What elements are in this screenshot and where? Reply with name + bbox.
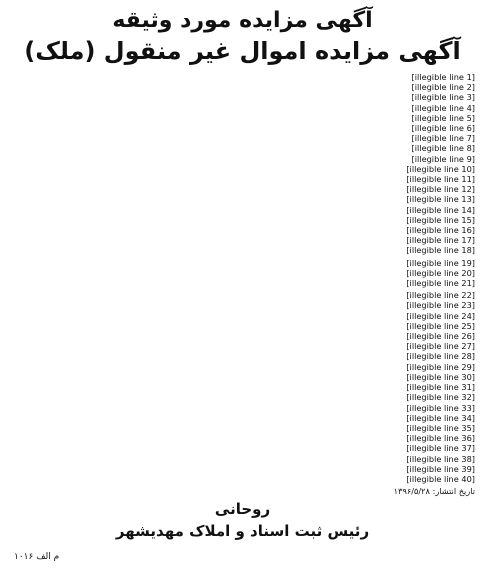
body-line: [illegible line 27] [406,341,475,352]
body-line: [illegible line 16] [406,225,475,236]
body-line: [illegible line 34] [406,412,475,423]
body-line: [illegible line 1] [411,72,475,82]
ad-number: م الف ۱۰۱۶ [14,552,60,562]
body-line: [illegible line 37] [406,443,475,454]
body-line: [illegible line 31] [406,382,475,393]
body-line: [illegible line 25] [406,320,475,331]
body-line: [illegible line 12] [406,184,475,195]
body-line: [illegible line 10] [406,163,475,174]
body-line: [illegible line 9] [411,153,475,164]
body-line: [illegible line 33] [406,402,475,413]
body-line: [illegible line 39] [406,463,475,474]
body-line: [illegible line 13] [406,194,475,205]
body-line: [illegible line 4] [411,102,475,113]
body-line: [illegible line 40] [406,473,475,484]
body-line: [illegible line 38] [406,453,475,464]
signatory-role: رئیس ثبت اسناد و املاک مهدیشهر [115,522,370,540]
body-line: [illegible line 5] [411,112,475,123]
paragraph-3 [10,290,475,484]
body-line: [illegible line 7] [411,133,475,144]
body-line: [illegible line 19] [406,257,475,268]
notice-subtitle: آگهی مزایده اموال غیر منقول (ملک) [24,37,461,65]
body-line: [illegible line 23] [406,300,475,311]
body-line: [illegible line 26] [406,331,475,342]
body-line: [illegible line 29] [406,361,475,372]
notice-body [10,72,475,496]
body-line: [illegible line 20] [406,267,475,278]
signatory-name: روحانی [214,500,271,518]
body-line: [illegible line 18] [406,245,475,256]
body-line: [illegible line 14] [406,204,475,215]
body-line: [illegible line 6] [411,123,475,134]
body-line: [illegible line 24] [406,310,475,321]
publish-date: تاریخ انتشار: ۱۳۹۶/۵/۲۸ [393,486,475,497]
paragraph-2 [10,258,475,289]
notice-title: آگهی مزایده مورد وثیقه [112,8,373,33]
paragraph-1 [10,72,475,256]
body-line: [illegible line 28] [406,351,475,362]
body-line: [illegible line 32] [406,392,475,403]
body-line: [illegible line 8] [411,143,475,154]
body-line: [illegible line 2] [411,82,475,93]
body-line: [illegible line 15] [406,214,475,225]
body-line: [illegible line 22] [406,290,475,301]
body-line: [illegible line 17] [406,235,475,246]
body-line: [illegible line 36] [406,433,475,444]
body-line: [illegible line 21] [406,278,475,289]
body-line: [illegible line 30] [406,371,475,382]
body-line: [illegible line 3] [411,92,475,103]
body-line: [illegible line 35] [406,422,475,433]
body-line: [illegible line 11] [406,174,475,185]
